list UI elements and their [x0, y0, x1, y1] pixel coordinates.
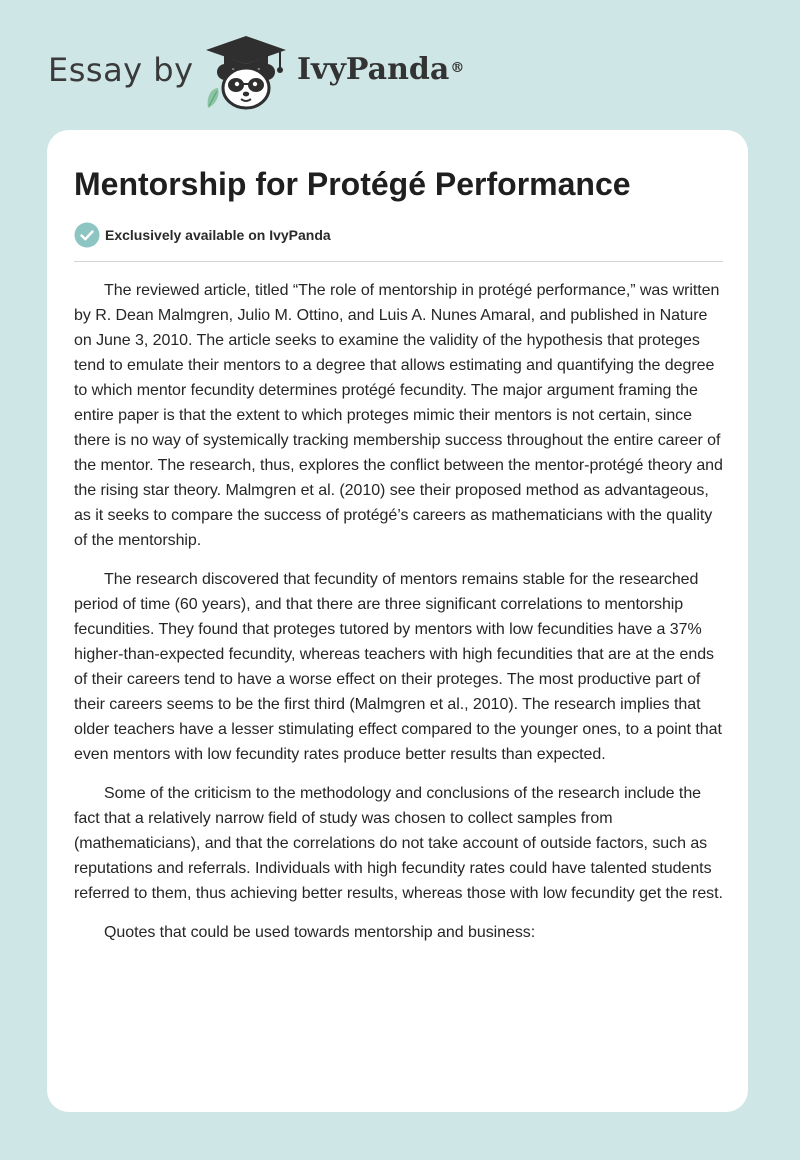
check-circle-icon: [74, 222, 100, 248]
brand-name[interactable]: [297, 50, 464, 90]
exclusive-badge: [74, 222, 331, 248]
paragraph-3: Some of the criticism to the methodology and conclusions of the research include the fact that a relatively narrow field of study was chosen to collect samples from (mathematicians), and that the correlations do not take account of outside factors, such as reputations and referrals. Individuals with high fecundity rates could have talented students referred to them, thus achieving better results, whereas those with low fecundity get the rest.: [74, 785, 723, 902]
brand-name-text: IvyPanda: [297, 52, 450, 87]
site-header: [0, 0, 800, 130]
paragraph-1: The reviewed article, titled “The role of mentorship in protégé performance,” was written by R. Dean Malmgren, Julio M. Ottino, and Luis A. Nunes Amaral, and published in Nature on June 3, 2010. The article seeks to examine the validity of the hypothesis that proteges tend to emulate their mentors to a degree that allows estimating and quantifying the degree to which mentor fecundity determines protégé fecundity. The major argument framing the entire paper is that the extent to which proteges mimic their mentors is not certain, since there is no way of systemically tracking membership success throughout the entire career of the mentor. The research, thus, explores the conflict between the mentor-protégé theory and the rising star theory. Malmgren et al. (2010) see their proposed method as advantageous, as it seeks to compare the success of protégé’s careers as mathematicians with the quality of the mentorship.: [74, 282, 723, 549]
title-divider: [74, 261, 723, 262]
paragraph-4: Quotes that could be used towards mentorship and business:: [104, 924, 536, 941]
essay-card: [47, 130, 748, 1112]
panda-graduate-logo-icon[interactable]: [200, 34, 292, 112]
essay-by-label: Essay by: [48, 51, 194, 89]
paragraph-2: The research discovered that fecundity of mentors remains stable for the researched period of time (60 years), and that there are three significant correlations to mentorship fecundities. They found that proteges tutored by mentors with low fecundities have a 37% higher-than-expected fecundity, whereas teachers with high fecundities that are at the ends of their careers tend to have a worse effect on their proteges. The most productive part of their careers seems to be the first third (Malmgren et al., 2010). The research implies that older teachers have a lesser stimulating effect compared to the younger ones, to a point that even mentors with low fecundity rates produce better results than expected.: [74, 571, 722, 763]
exclusive-label: Exclusively available on IvyPanda: [105, 227, 331, 243]
essay-body: [74, 278, 726, 959]
registered-mark: ®: [450, 60, 465, 76]
page-title: Mentorship for Protégé Performance: [74, 166, 631, 202]
